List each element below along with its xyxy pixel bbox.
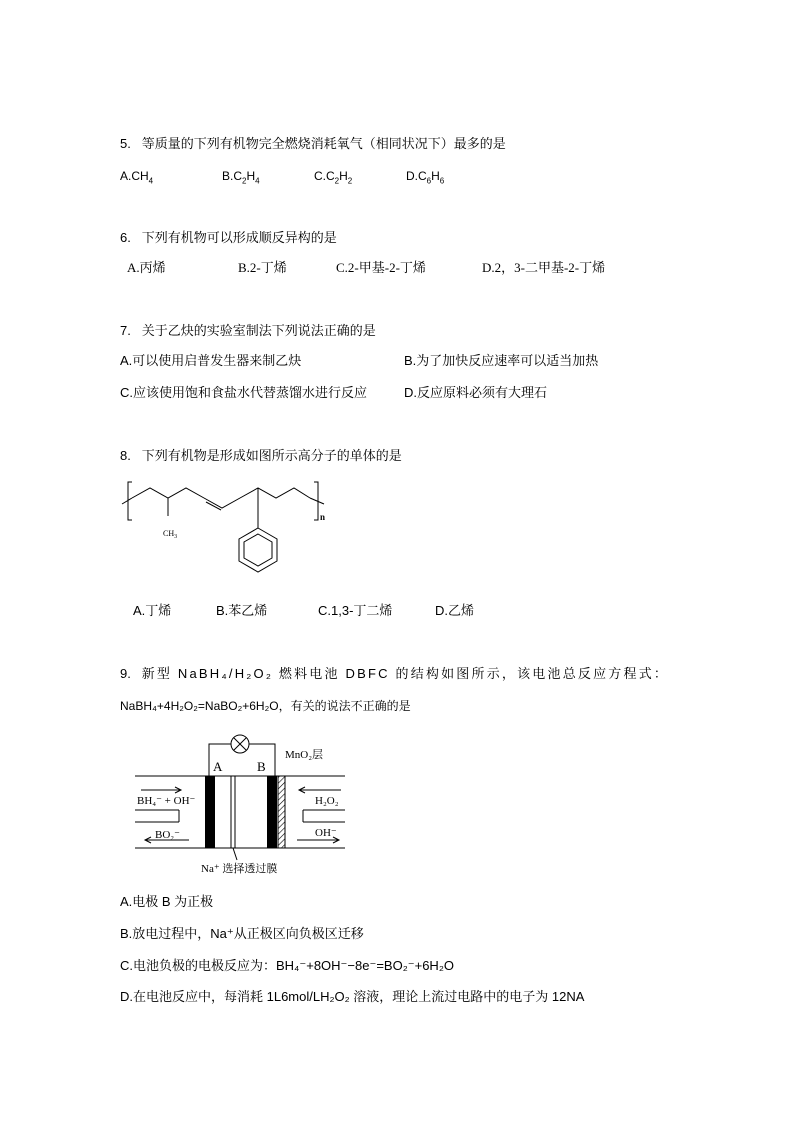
option-b[interactable]: B.苯乙烯 <box>216 603 268 618</box>
option-b[interactable]: B.放电过程中，Na⁺从正极区向负极区迁移 <box>120 926 364 941</box>
electrode-b <box>267 776 277 848</box>
option-b[interactable]: $B.C_2H_4$ <box>222 169 260 186</box>
option-b[interactable]: B.2-丁烯 <box>238 260 287 275</box>
mno2-layer <box>278 776 285 848</box>
option-c[interactable]: C.2-甲基-2-丁烯 <box>336 260 426 275</box>
option-d[interactable]: D.2，3-二甲基-2-丁烯 <box>482 260 606 275</box>
question-6 <box>120 229 337 247</box>
question-stem: 等质量的下列有机物完全燃烧消耗氧气（相同状况下）最多的是 <box>141 136 506 151</box>
question-number: 6. <box>120 230 131 245</box>
question-number: 7. <box>120 323 131 338</box>
question-5 <box>120 135 506 153</box>
question-number: 9. <box>120 666 131 681</box>
label-b: B <box>257 759 266 774</box>
option-a[interactable]: A.电极 B 为正极 <box>120 894 214 909</box>
polymer-structure-figure <box>118 476 348 591</box>
option-d[interactable]: D.在电池反应中，每消耗 1L6mol/LH₂O₂ 溶液，理论上流过电路中的电子为 12NA <box>120 989 585 1004</box>
option-c[interactable]: C.1,3-丁二烯 <box>318 603 393 618</box>
option-d[interactable]: $D.C_6H_6$ <box>406 169 445 186</box>
left-input-label: BH₄⁻ + OH⁻ <box>137 795 196 807</box>
mno2-label: MnO₂层 <box>285 749 324 761</box>
question-stem-line1: 新型 NaBH₄/H₂O₂ 燃料电池 DBFC 的结构如图所示，该电池总反应方程式： <box>141 666 670 681</box>
question-stem: 下列有机物可以形成顺反异构的是 <box>141 230 337 245</box>
option-a[interactable]: A.丙烯 <box>127 260 166 275</box>
question-number: 8. <box>120 448 131 463</box>
repeat-unit-n: n <box>320 512 326 522</box>
question-stem-line2: NaBH₄+4H₂O₂=NaBO₂+6H₂O，有关的说法不正确的是 <box>120 699 411 713</box>
electrode-a <box>205 776 215 848</box>
option-a[interactable]: A.可以使用启普发生器来制乙炔 <box>120 353 302 368</box>
question-8 <box>120 447 402 465</box>
option-c[interactable]: C.应该使用饱和食盐水代替蒸馏水进行反应 <box>120 385 368 400</box>
question-number: 5. <box>120 136 131 151</box>
option-b[interactable]: B.为了加快反应速率可以适当加热 <box>404 353 599 368</box>
methyl-label: $CH_3$ <box>163 529 178 540</box>
label-a: A <box>213 759 223 774</box>
right-input-label: H₂O₂ <box>315 795 339 807</box>
membrane-label: Na⁺ 选择透过膜 <box>201 863 278 875</box>
right-output-label: OH⁻ <box>315 827 337 839</box>
option-d[interactable]: D.乙烯 <box>435 603 475 618</box>
option-c[interactable]: $C.C_2H_2$ <box>314 169 353 186</box>
question-7 <box>120 322 376 340</box>
option-a[interactable]: $A.CH_4$ <box>120 169 154 186</box>
fuel-cell-diagram <box>135 728 350 878</box>
option-d[interactable]: D.反应原料必须有大理石 <box>404 385 548 400</box>
question-stem: 下列有机物是形成如图所示高分子的单体的是 <box>141 448 402 463</box>
question-stem: 关于乙炔的实验室制法下列说法正确的是 <box>141 323 376 338</box>
option-a[interactable]: A.丁烯 <box>133 603 172 618</box>
left-output-label: BO₂⁻ <box>155 829 180 841</box>
option-c[interactable]: C.电池负极的电极反应为：BH₄⁻+8OH⁻−8e⁻=BO₂⁻+6H₂O <box>120 958 454 973</box>
question-9 <box>120 665 669 683</box>
